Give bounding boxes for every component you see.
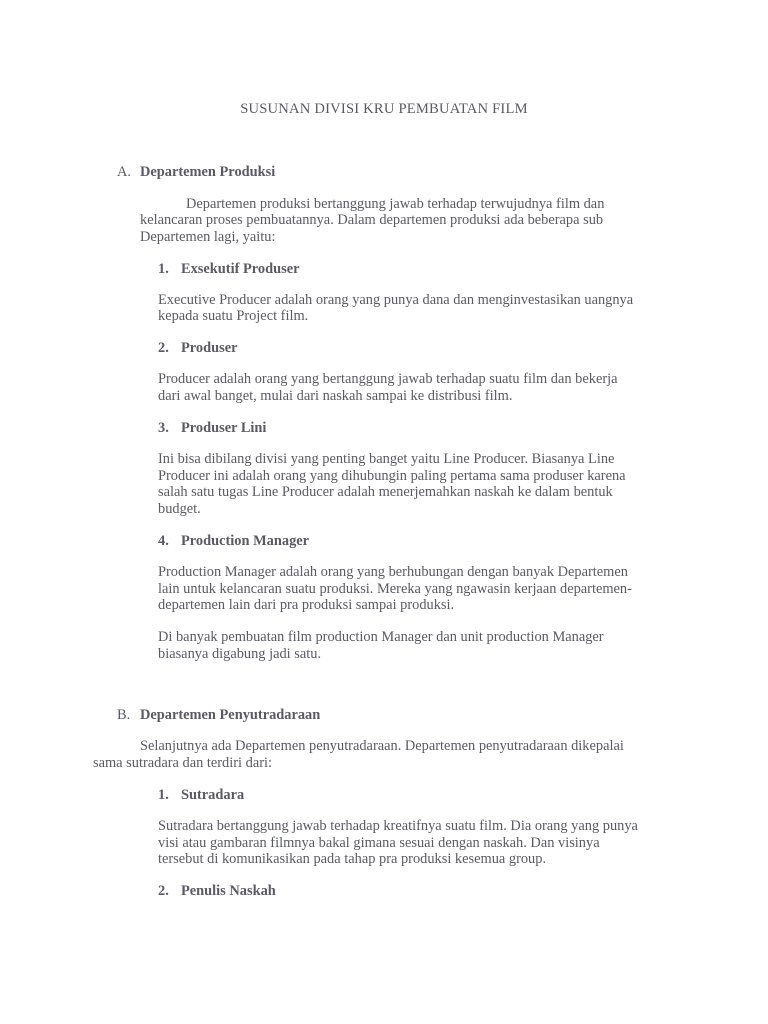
item-number: 1. bbox=[158, 261, 169, 277]
item-text-line: tersebut di komunikasikan pada tahap pra produksi kesemua group. bbox=[158, 851, 547, 867]
item-number: 1. bbox=[158, 787, 169, 803]
item-text-line: Sutradara bertanggung jawab terhadap kreatifnya suatu film. Dia orang yang punya bbox=[158, 818, 638, 834]
item-heading: Produser bbox=[181, 340, 238, 356]
section-a-heading: Departemen Produksi bbox=[140, 164, 276, 180]
section-b-intro-line: sama sutradara dan terdiri dari: bbox=[93, 755, 273, 771]
item-text-line: kepada suatu Project film. bbox=[158, 308, 309, 324]
item-text-line: salah satu tugas Line Producer adalah menerjemahkan naskah ke dalam bentuk bbox=[158, 484, 613, 500]
item-heading: Penulis Naskah bbox=[181, 883, 276, 899]
item-number: 2. bbox=[158, 340, 169, 356]
item-text-line: departemen lain dari pra produksi sampai produksi. bbox=[158, 597, 455, 613]
item-text-line: biasanya digabung jadi satu. bbox=[158, 646, 322, 662]
section-b-heading: Departemen Penyutradaraan bbox=[140, 707, 321, 723]
item-text-line: Producer adalah orang yang bertanggung jawab terhadap suatu film dan bekerja bbox=[158, 371, 618, 387]
section-a-marker: A. bbox=[117, 164, 131, 180]
item-text-line: dari awal banget, mulai dari naskah sampai ke distribusi film. bbox=[158, 388, 513, 404]
section-a-intro-line: kelancaran proses pembuatannya. Dalam departemen produksi ada beberapa sub bbox=[140, 212, 604, 228]
item-text-line: Executive Producer adalah orang yang punya dana dan menginvestasikan uangnya bbox=[158, 292, 634, 308]
item-heading: Exsekutif Produser bbox=[181, 261, 300, 277]
item-text-line: Di banyak pembuatan film production Manager dan unit production Manager bbox=[158, 629, 604, 645]
item-number: 2. bbox=[158, 883, 169, 899]
item-heading: Production Manager bbox=[181, 533, 310, 549]
item-text-line: Producer ini adalah orang yang dihubungin paling pertama sama produser karena bbox=[158, 468, 626, 484]
section-a-intro-line: Departemen lagi, yaitu: bbox=[140, 229, 276, 245]
item-number: 3. bbox=[158, 420, 169, 436]
item-text-line: Ini bisa dibilang divisi yang penting banget yaitu Line Producer. Biasanya Line bbox=[158, 451, 615, 467]
item-number: 4. bbox=[158, 533, 169, 549]
document-title: SUSUNAN DIVISI KRU PEMBUATAN FILM bbox=[240, 101, 528, 117]
item-text-line: visi atau gambaran filmnya bakal gimana sesuai dengan naskah. Dan visinya bbox=[158, 835, 600, 851]
section-a-intro-line: Departemen produksi bertanggung jawab terhadap terwujudnya film dan bbox=[186, 196, 605, 212]
item-heading: Produser Lini bbox=[181, 420, 267, 436]
item-text-line: lain untuk kelancaran suatu produksi. Mereka yang ngawasin kerjaan departemen- bbox=[158, 581, 632, 597]
section-b-marker: B. bbox=[117, 707, 131, 723]
item-heading: Sutradara bbox=[181, 787, 245, 803]
item-text-line: budget. bbox=[158, 501, 201, 517]
section-b-intro-line: Selanjutnya ada Departemen penyutradaraan. Departemen penyutradaraan dikepalai bbox=[140, 738, 624, 754]
item-text-line: Production Manager adalah orang yang berhubungan dengan banyak Departemen bbox=[158, 564, 628, 580]
